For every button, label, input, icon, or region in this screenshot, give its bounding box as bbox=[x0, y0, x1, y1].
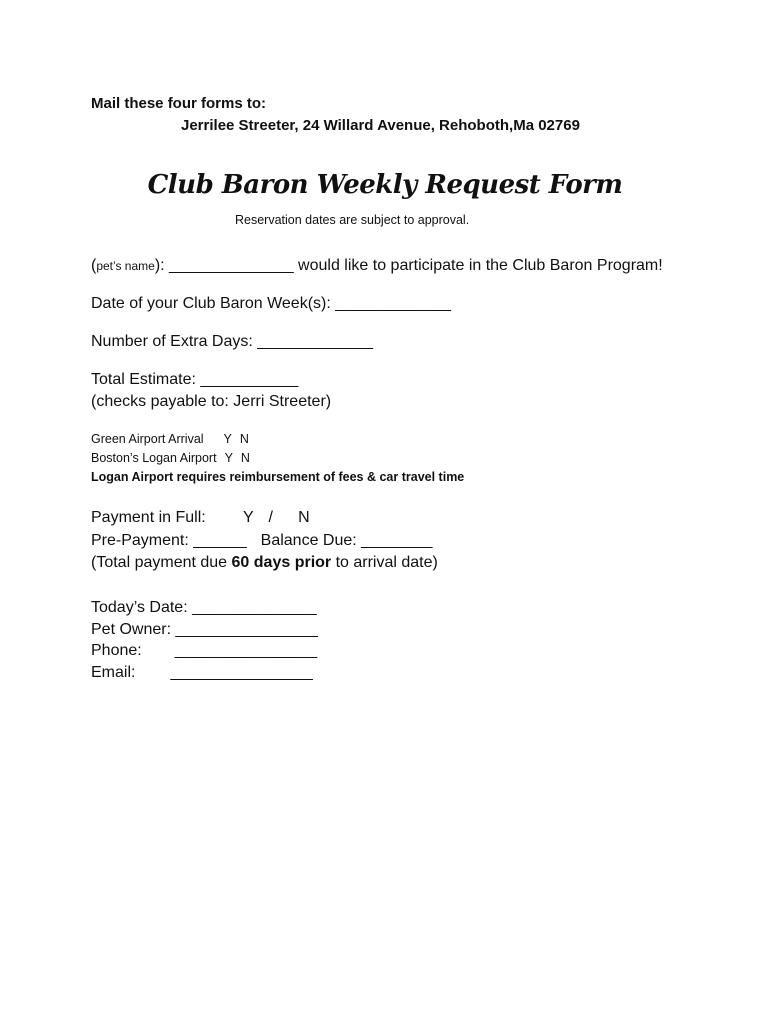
email-blank[interactable]: ________________ bbox=[170, 664, 313, 681]
total-due-suffix: to arrival date) bbox=[331, 554, 438, 571]
pets-open-paren: ( bbox=[91, 257, 97, 274]
pets-name-line bbox=[91, 256, 663, 275]
phone-label: Phone: bbox=[91, 642, 142, 659]
total-estimate-line bbox=[91, 370, 298, 389]
email-label: Email: bbox=[91, 664, 136, 681]
pets-name-rest: would like to participate in the Club Baron Program! bbox=[293, 257, 663, 274]
club-week-label: Date of your Club Baron Week(s): bbox=[91, 295, 336, 312]
club-week-blank[interactable]: _____________ bbox=[335, 295, 451, 312]
phone-blank[interactable]: ________________ bbox=[174, 642, 318, 659]
prepayment-line bbox=[91, 531, 432, 550]
prepayment-label: Pre-Payment: bbox=[91, 532, 194, 549]
checks-payable-note: (checks payable to: Jerri Streeter) bbox=[91, 393, 332, 410]
phone-line bbox=[91, 641, 317, 660]
total-due-prefix: (Total payment due bbox=[91, 554, 232, 571]
pet-owner-line bbox=[91, 620, 318, 639]
extra-days-line bbox=[91, 332, 373, 351]
email-line bbox=[91, 663, 313, 682]
boston-airport-yes[interactable]: Y bbox=[224, 451, 233, 465]
green-airport-label: Green Airport Arrival bbox=[91, 432, 204, 446]
green-airport-yes[interactable]: Y bbox=[223, 432, 232, 446]
payment-in-full-no[interactable]: N bbox=[298, 509, 310, 526]
pet-owner-label: Pet Owner: bbox=[91, 621, 176, 638]
mail-instruction: Mail these four forms to: bbox=[91, 95, 267, 112]
extra-days-label: Number of Extra Days: bbox=[91, 333, 258, 350]
total-due-days: 60 days prior bbox=[231, 554, 332, 571]
todays-date-label: Today’s Date: bbox=[91, 599, 193, 616]
balance-due-blank[interactable]: ________ bbox=[361, 532, 433, 549]
boston-airport-no[interactable]: N bbox=[240, 451, 250, 465]
payment-in-full-label: Payment in Full: bbox=[91, 509, 206, 526]
pets-name-label: pet’s name bbox=[96, 259, 155, 273]
green-airport-line bbox=[91, 432, 249, 447]
form-subtitle: Reservation dates are subject to approval. bbox=[235, 213, 470, 227]
club-week-line bbox=[91, 294, 451, 313]
mailing-address: Jerrilee Streeter, 24 Willard Avenue, Rehoboth,Ma 02769 bbox=[181, 117, 580, 134]
pets-close-paren: ): bbox=[154, 257, 170, 274]
total-payment-due-note bbox=[91, 553, 438, 572]
todays-date-line bbox=[91, 598, 317, 617]
green-airport-no[interactable]: N bbox=[239, 432, 249, 446]
balance-due-label: Balance Due: bbox=[260, 532, 362, 549]
boston-airport-label: Boston’s Logan Airport bbox=[91, 451, 217, 465]
prepayment-blank[interactable]: ______ bbox=[193, 532, 247, 549]
pet-owner-blank[interactable]: ________________ bbox=[175, 621, 318, 638]
payment-in-full-yes[interactable]: Y bbox=[243, 509, 254, 526]
logan-airport-note: Logan Airport requires reimbursement of fees & car travel time bbox=[91, 470, 465, 484]
payment-in-full-line bbox=[91, 508, 310, 527]
total-estimate-blank[interactable]: ___________ bbox=[200, 371, 299, 388]
total-estimate-label: Total Estimate: bbox=[91, 371, 201, 388]
form-title: Club Baron Weekly Request Form bbox=[147, 170, 623, 200]
boston-airport-line bbox=[91, 451, 250, 466]
payment-in-full-slash: / bbox=[268, 509, 273, 526]
todays-date-blank[interactable]: ______________ bbox=[192, 599, 317, 616]
extra-days-blank[interactable]: _____________ bbox=[257, 333, 373, 350]
pets-name-blank[interactable]: ______________ bbox=[169, 257, 294, 274]
